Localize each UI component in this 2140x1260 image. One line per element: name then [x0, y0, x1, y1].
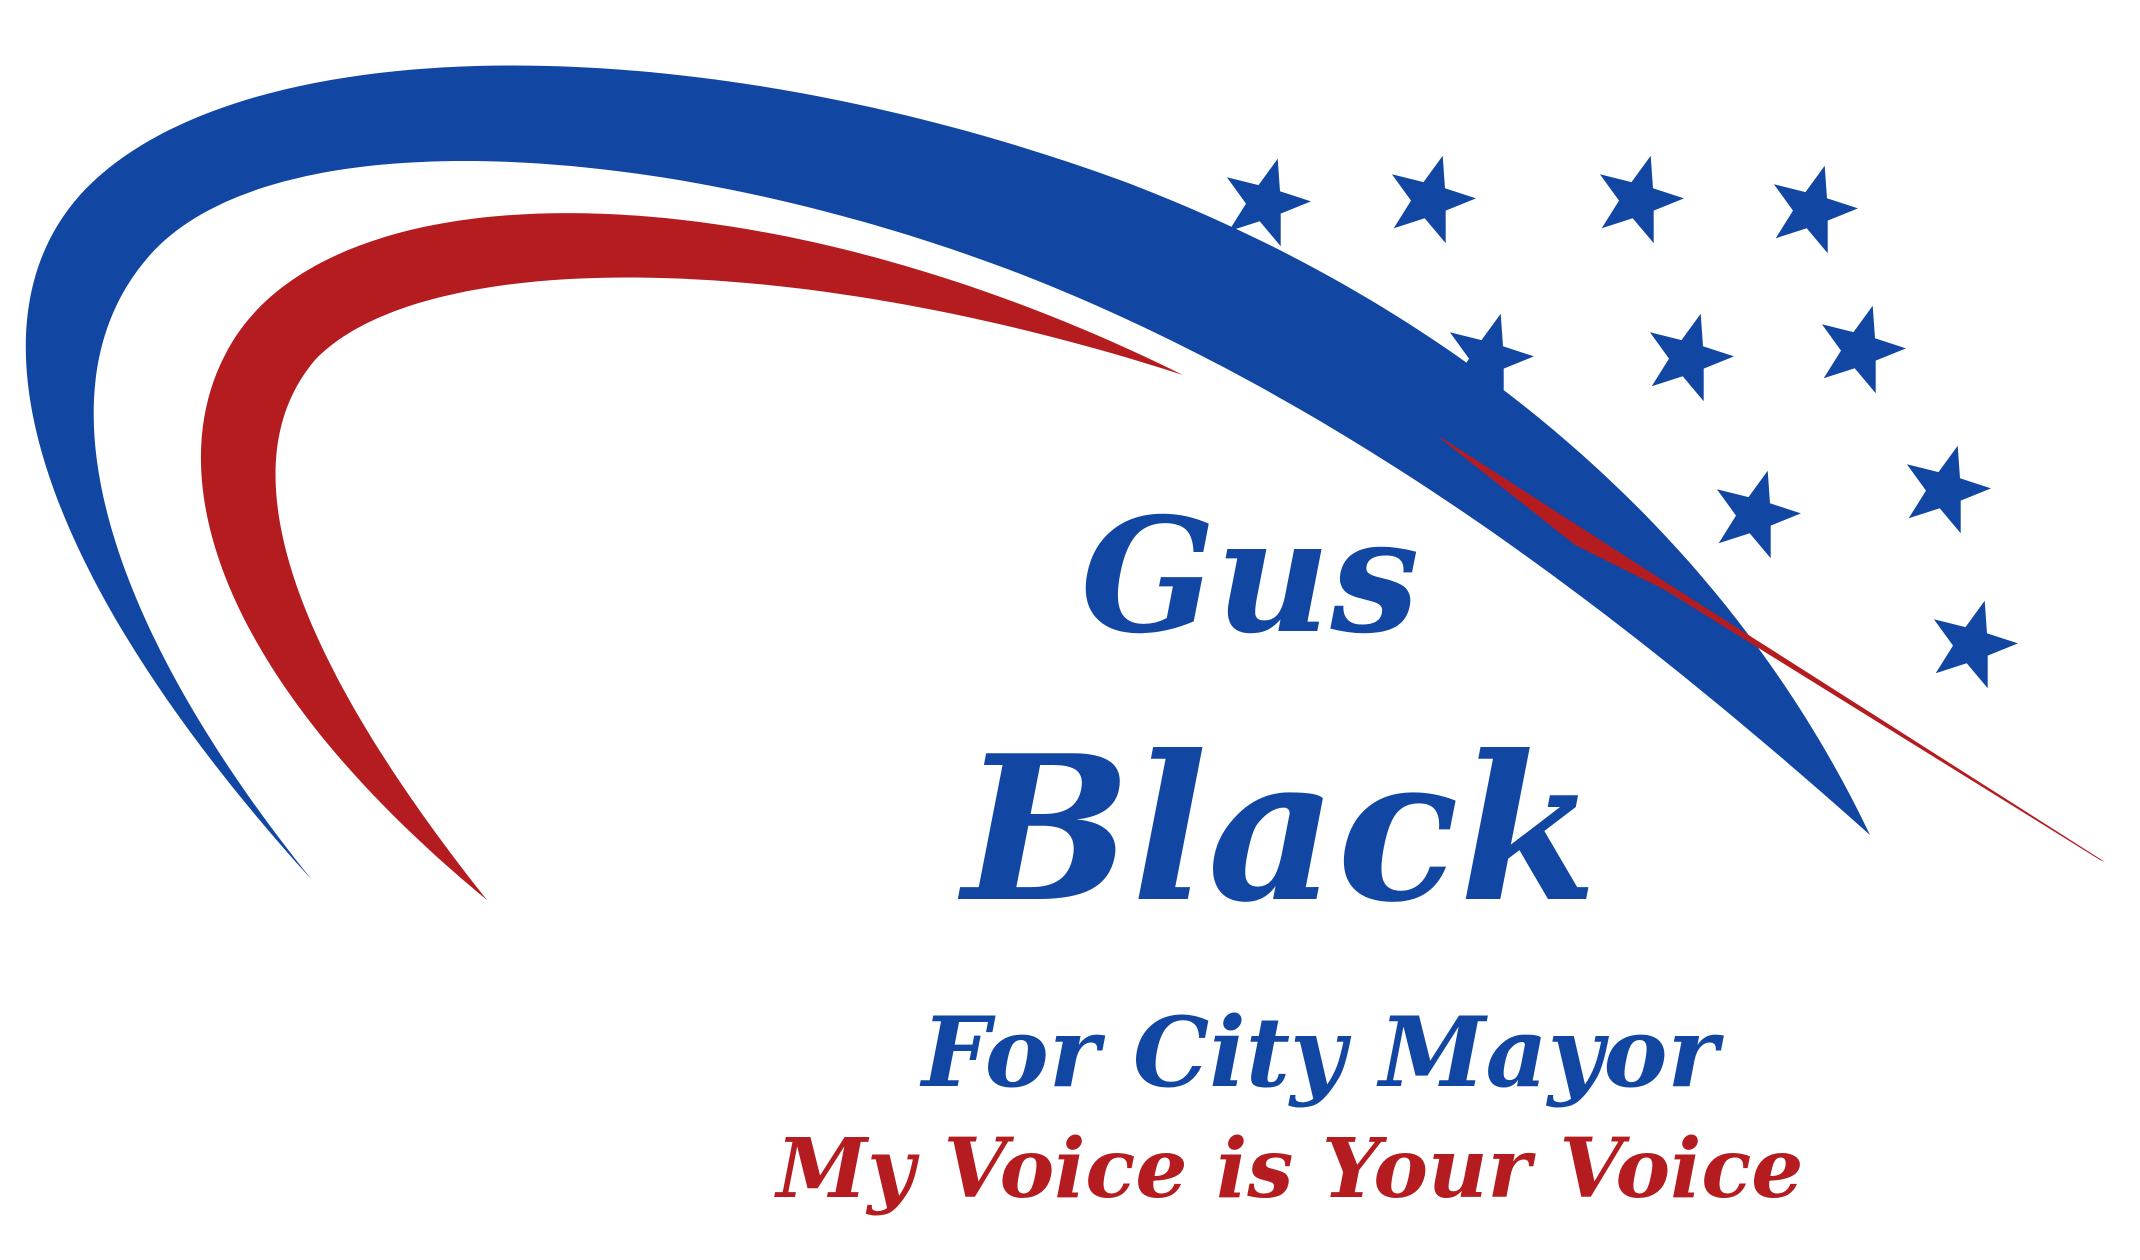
star-icon: [1650, 314, 1734, 401]
campaign-slogan: My Voice is Your Voice: [776, 1121, 1804, 1217]
star-icon: [1822, 306, 1906, 393]
candidate-last-name: Black: [962, 712, 1598, 947]
star-icon: [1774, 166, 1858, 253]
candidate-first-name: Gus: [1080, 484, 1420, 669]
star-icon: [1392, 156, 1476, 243]
star-icon: [1600, 156, 1684, 243]
office-title: For City Mayor: [921, 996, 1719, 1109]
